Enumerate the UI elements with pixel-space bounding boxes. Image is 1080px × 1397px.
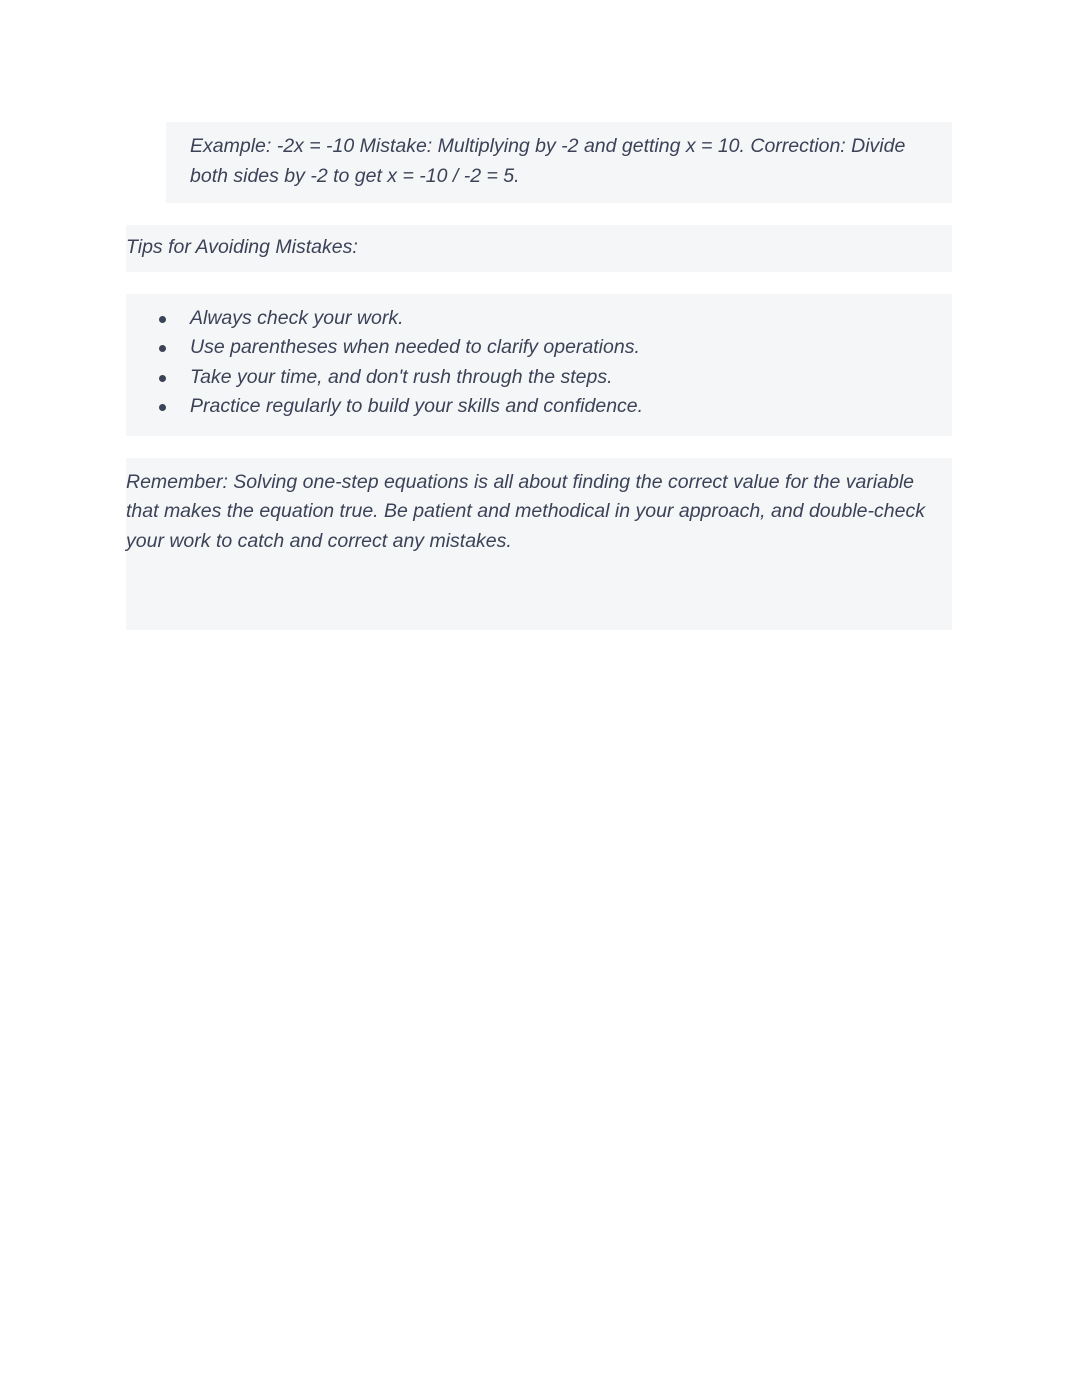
tips-heading (126, 225, 952, 272)
example-text: Example: -2x = -10 Mistake: Multiplying by -2 and getting x = 10. Correction: Divide both sides by -2 to get x = -10 / -2 = 5. (190, 135, 906, 187)
list-item (126, 392, 952, 422)
tips-heading-text: Tips for Avoiding Mistakes: (126, 236, 358, 258)
list-item-text: Always check your work. (190, 306, 404, 329)
bullet-icon (159, 316, 166, 323)
list-item (126, 363, 952, 393)
spacer-after-example (126, 203, 952, 225)
spacer-after-list (126, 436, 952, 458)
remember-paragraph-container (126, 458, 952, 631)
tips-list-container (126, 294, 952, 436)
list-item-text: Take your time, and don't rush through the steps. (190, 365, 613, 388)
list-item-text: Use parentheses when needed to clarify operations. (190, 336, 640, 358)
list-item-text: Practice regularly to build your skills and confidence. (190, 395, 644, 417)
tips-list (126, 304, 952, 422)
document-content (126, 122, 952, 630)
bullet-icon (159, 375, 166, 382)
example-callout (166, 122, 952, 203)
remember-paragraph-text: Remember: Solving one-step equations is all about finding the correct value for the variable that makes the equation true. Be patient and methodical in your approach, and double-check your work to catch and correct any mistakes. (126, 470, 925, 552)
spacer-after-heading (126, 272, 952, 294)
bullet-icon (159, 345, 166, 352)
list-item (126, 333, 952, 363)
bullet-icon (159, 404, 166, 411)
list-item (126, 304, 952, 334)
